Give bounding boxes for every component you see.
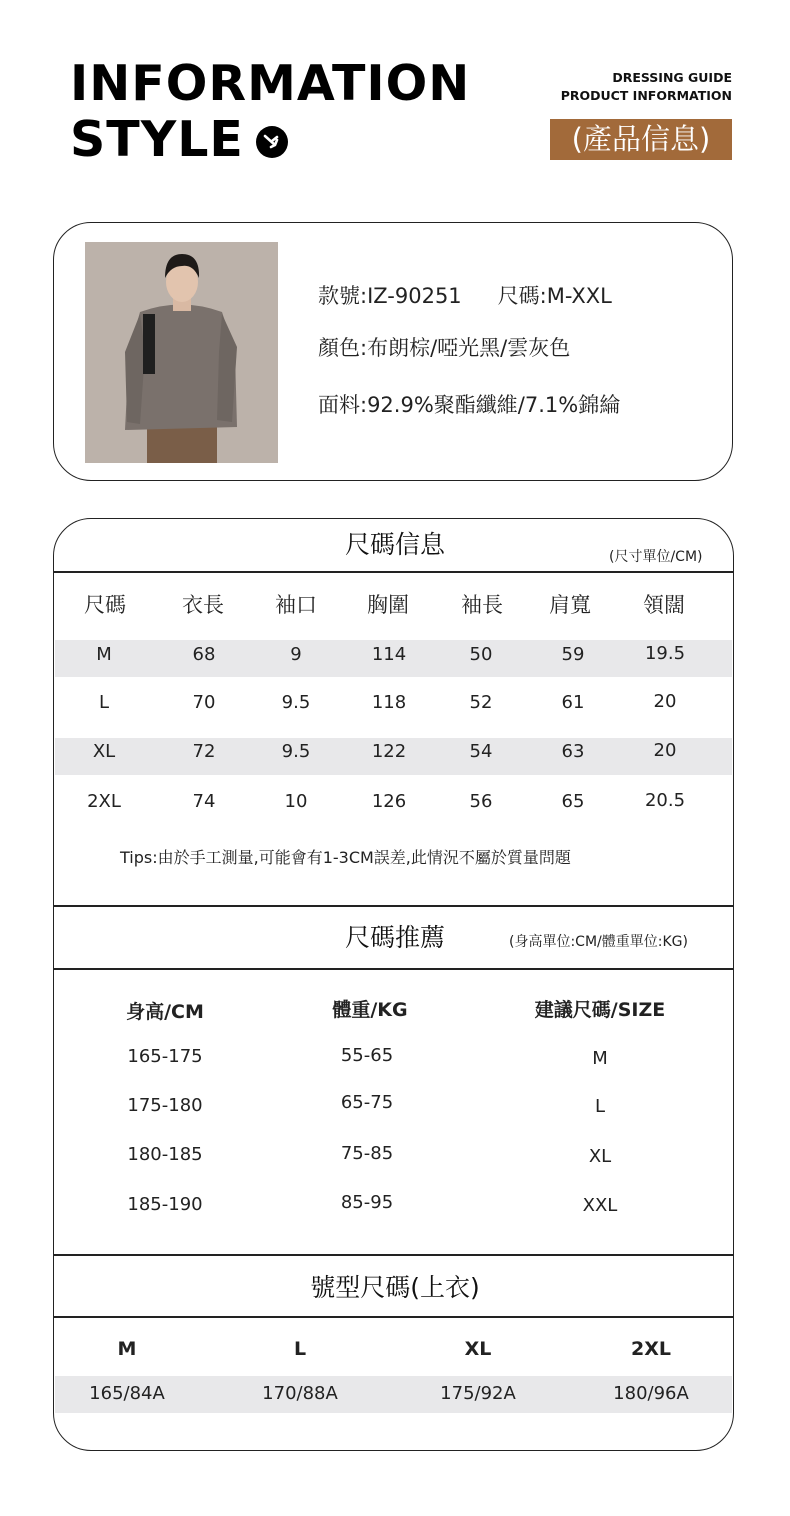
cell: 19.5 (644, 643, 686, 664)
cell: 75-85 (340, 1143, 394, 1164)
cell: 175-180 (127, 1095, 203, 1116)
color-options: 顏色:布朗棕/啞光黑/雲灰色 (318, 336, 571, 360)
cell: 122 (371, 741, 407, 762)
col-header: 建議尺碼/SIZE (534, 999, 666, 1021)
size-recommend-unit: (身高單位:CM/體重單位:KG) (509, 934, 688, 950)
cell: 20.5 (644, 790, 686, 811)
cell: 65-75 (340, 1092, 394, 1113)
cell: 50 (469, 644, 493, 665)
size-range: 尺碼:M-XXL (497, 284, 612, 308)
cell: 59 (561, 644, 585, 665)
col-header: 體重/KG (332, 999, 408, 1021)
cell: 185-190 (127, 1194, 203, 1215)
product-photo (85, 242, 278, 463)
cell: 68 (192, 644, 216, 665)
size-code: 170/88A (262, 1383, 338, 1404)
style-number-line (318, 280, 612, 310)
col-header: 尺碼 (84, 593, 126, 617)
cell: 9 (290, 644, 302, 665)
cell: XXL (582, 1195, 618, 1216)
col-header: 衣長 (182, 593, 224, 617)
size-label: L (293, 1338, 307, 1360)
size-label: XL (464, 1338, 492, 1360)
cell: 9.5 (281, 741, 311, 762)
cell: 118 (371, 692, 407, 713)
cell: 56 (469, 791, 493, 812)
divider (53, 571, 734, 573)
col-header: 胸圍 (367, 593, 409, 617)
divider (53, 1316, 734, 1318)
cell: 114 (371, 644, 407, 665)
size-code: 180/96A (613, 1383, 689, 1404)
col-header: 領闊 (643, 593, 685, 617)
size-info-unit: (尺寸單位/CM) (609, 549, 703, 565)
cell: L (594, 1096, 606, 1117)
cell: M (592, 1048, 608, 1069)
cell: L (98, 692, 110, 713)
cell: M (96, 644, 112, 665)
divider (53, 1254, 734, 1256)
dressing-guide-label: DRESSING GUIDE (612, 70, 732, 85)
cell: 54 (469, 741, 493, 762)
col-header: 袖口 (275, 593, 317, 617)
size-code: 175/92A (440, 1383, 516, 1404)
cell: 10 (284, 791, 308, 812)
cell: 61 (561, 692, 585, 713)
col-header: 袖長 (461, 593, 503, 617)
cell: 63 (561, 741, 585, 762)
divider (53, 968, 734, 970)
arrow-down-right-circle-icon (256, 126, 288, 158)
size-code: 165/84A (89, 1383, 165, 1404)
cell: 70 (192, 692, 216, 713)
style-number: 款號:IZ-90251 (318, 284, 462, 308)
measurement-tips: Tips:由於手工測量,可能會有1-3CM誤差,此情況不屬於質量問題 (120, 848, 571, 867)
col-header: 肩寬 (549, 593, 591, 617)
cell: 180-185 (127, 1144, 203, 1165)
product-information-label: PRODUCT INFORMATION (560, 88, 732, 103)
cell: 55-65 (340, 1045, 394, 1066)
divider (53, 905, 734, 907)
cell: 126 (371, 791, 407, 812)
cell: 85-95 (340, 1192, 394, 1213)
fabric-composition: 面料:92.9%聚酯纖維/7.1%錦綸 (318, 393, 621, 417)
cell: XL (92, 741, 116, 762)
cell: 20 (653, 740, 677, 761)
size-info-title: 尺碼信息 (344, 530, 445, 559)
cell: 20 (653, 691, 677, 712)
cell: 165-175 (127, 1046, 203, 1067)
cell: 9.5 (281, 692, 311, 713)
title-information: INFORMATION (70, 55, 471, 112)
cell: XL (588, 1146, 612, 1167)
top-size-title: 號型尺碼(上衣) (310, 1273, 480, 1302)
product-info-badge: (產品信息) (550, 119, 732, 160)
size-label: M (117, 1338, 137, 1360)
cell: 72 (192, 741, 216, 762)
cell: 74 (192, 791, 216, 812)
title-style: STYLE (70, 111, 244, 168)
col-header: 身高/CM (126, 1001, 204, 1023)
cell: 65 (561, 791, 585, 812)
size-label: 2XL (631, 1338, 671, 1360)
size-recommend-title: 尺碼推薦 (344, 923, 445, 952)
cell: 2XL (87, 791, 121, 812)
cell: 52 (469, 692, 493, 713)
title-style-row (70, 111, 288, 168)
